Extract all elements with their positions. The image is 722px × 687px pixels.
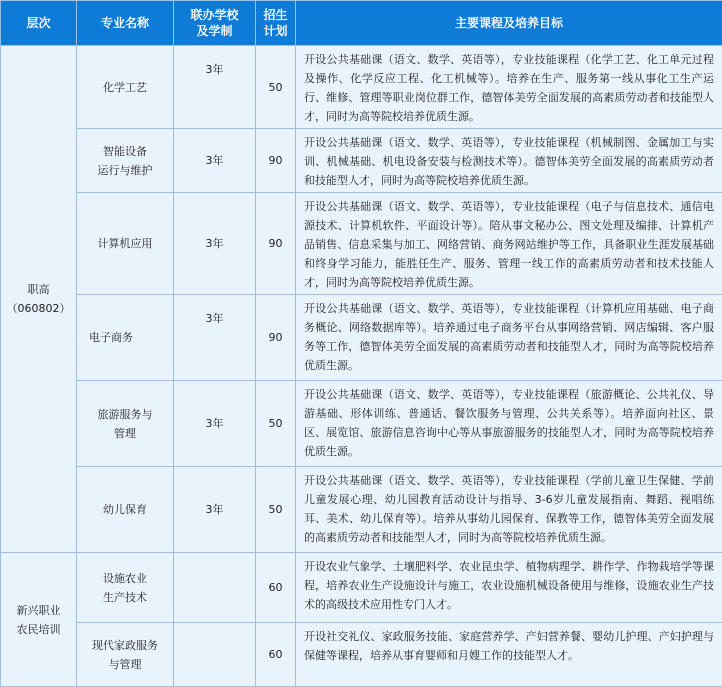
major-line2: 管理 (77, 424, 173, 443)
level-label: 新兴职业 (1, 601, 76, 620)
description-cell: 开设公共基础课（语文、数学、英语等），专业技能课程（学前儿童卫生保健、学前儿童发展心理、幼儿园教育活动设计与指导、3-6岁儿童发展指南、舞蹈、视唱练耳、美术、幼儿保育等）。培养从事幼儿园保育、保教等工作，德智体美劳全面发展的高素质劳动者和技能型人才，同时为高等院校培养优质生源。 (296, 467, 722, 553)
years-value: 3年 (174, 295, 255, 328)
header-system (174, 1, 256, 46)
major-cell: 化学工艺 (77, 46, 174, 129)
table-row (1, 129, 722, 193)
major-cell: 计算机应用 (77, 193, 174, 295)
table-row (1, 623, 722, 687)
years-cell: 3年 (174, 129, 256, 193)
description-cell: 开设公共基础课（语文、数学、英语等），专业技能课程（机械制图、金属加工与实训、机械基础、机电设备安装与检测技术等）。德智体美劳全面发展的高素质劳动者和技能型人才，同时为高等院校培养优质生源。 (296, 129, 722, 193)
plan-cell: 50 (256, 467, 296, 553)
header-plan (256, 1, 296, 46)
description-cell: 开设公共基础课（语文、数学、英语等），专业技能课程（旅游概论、公共礼仪、导游基础、形体训练、普通话、餐饮服务与管理、公共关系等）。培养面向社区、景区、展览馆、旅游信息咨询中心等从事旅游服务的技能型人才，同时为高等院校培养优质生源。 (296, 381, 722, 467)
description-cell: 开设公共基础课（语文、数学、英语等），专业技能课程（电子与信息技术、通信电源技术、计算机软件、平面设计等）。陪从事文秘办公、图文处理及编排、计算机产品销售、信息采集与加工、网络营销、商务网站维护等工作，具备职业生涯发展基础和终身学习能力，能胜任生产、服务、管理一线工作的高素质劳动者和技术技能人才，同时为高等院校培养优质生源。 (296, 193, 722, 295)
plan-cell: 60 (256, 623, 296, 687)
years-cell (174, 46, 256, 129)
plan-cell: 50 (256, 46, 296, 129)
plan-cell: 90 (256, 295, 296, 381)
header-level: 层次 (1, 1, 77, 46)
years-value: 3年 (174, 46, 255, 79)
level-cell-farmer-training (1, 553, 77, 687)
table-row (1, 467, 722, 553)
description-cell: 开设农业气象学、土壤肥料学、农业昆虫学、植物病理学、耕作学、作物栽培学等课程，培养农业生产设施设计与施工，农业设施机械设备使用与维修，设施农业生产技术的高级技术应用性专门人才。 (296, 553, 722, 623)
years-cell: 3年 (174, 467, 256, 553)
level-label: 职高 (1, 280, 76, 299)
plan-cell: 60 (256, 553, 296, 623)
header-major: 专业名称 (77, 1, 174, 46)
plan-cell: 90 (256, 193, 296, 295)
plan-cell: 90 (256, 129, 296, 193)
major-cell: 幼儿保育 (77, 467, 174, 553)
description-cell: 开设公共基础课（语文、数学、英语等），专业技能课程（计算机应用基础、电子商务概论、网络数据库等）。培养通过电子商务平台从事网络营销、网店编辑、客户服务等工作，德智体美劳全面发展的高素质劳动者和技能型人才，同时为高等院校培养优质生源。 (296, 295, 722, 381)
plan-cell: 50 (256, 381, 296, 467)
table-row (1, 295, 722, 381)
years-cell: 3年 (174, 193, 256, 295)
header-plan-line1: 招生 (256, 7, 295, 23)
header-plan-line2: 计划 (256, 23, 295, 39)
major-line2: 与管理 (77, 655, 173, 674)
major-line2: 运行与维护 (77, 161, 173, 180)
years-cell (174, 623, 256, 687)
table-row (1, 193, 722, 295)
major-line2: 生产技术 (77, 588, 173, 607)
years-cell (174, 295, 256, 381)
years-cell: 3年 (174, 381, 256, 467)
major-line1: 设施农业 (77, 569, 173, 588)
header-courses: 主要课程及培养目标 (296, 1, 722, 46)
table-row (1, 46, 722, 129)
major-line1: 现代家政服务 (77, 636, 173, 655)
table-row (1, 553, 722, 623)
major-cell (77, 553, 174, 623)
level-cell-vocational (1, 46, 77, 553)
header-row (1, 1, 722, 46)
level-code: （060802） (1, 299, 76, 318)
table-row (1, 381, 722, 467)
description-cell: 开设公共基础课（语文、数学、英语等），专业技能课程（化学工艺、化工单元过程及操作、化学反应工程、化工机械等）。培养在生产、服务第一线从事化工生产运行、维修、管理等职业岗位群工作，德智体美劳全面发展的高素质劳动者和技能型人才，同时为高等院校培养优质生源。 (296, 46, 722, 129)
level-label-line2: 农民培训 (1, 620, 76, 639)
header-system-line2: 及学制 (174, 23, 255, 39)
major-line1: 旅游服务与 (77, 405, 173, 424)
years-cell (174, 553, 256, 623)
major-line1: 智能设备 (77, 142, 173, 161)
major-cell (77, 381, 174, 467)
major-cell: 电子商务 (77, 295, 174, 381)
major-cell (77, 129, 174, 193)
header-system-line1: 联办学校 (174, 7, 255, 23)
major-cell (77, 623, 174, 687)
description-cell: 开设社交礼仪、家政服务技能、家庭营养学、产妇营养餐、婴幼儿护理、产妇护理与保健等课程，培养从事育婴师和月嫂工作的技能型人才。 (296, 623, 722, 687)
